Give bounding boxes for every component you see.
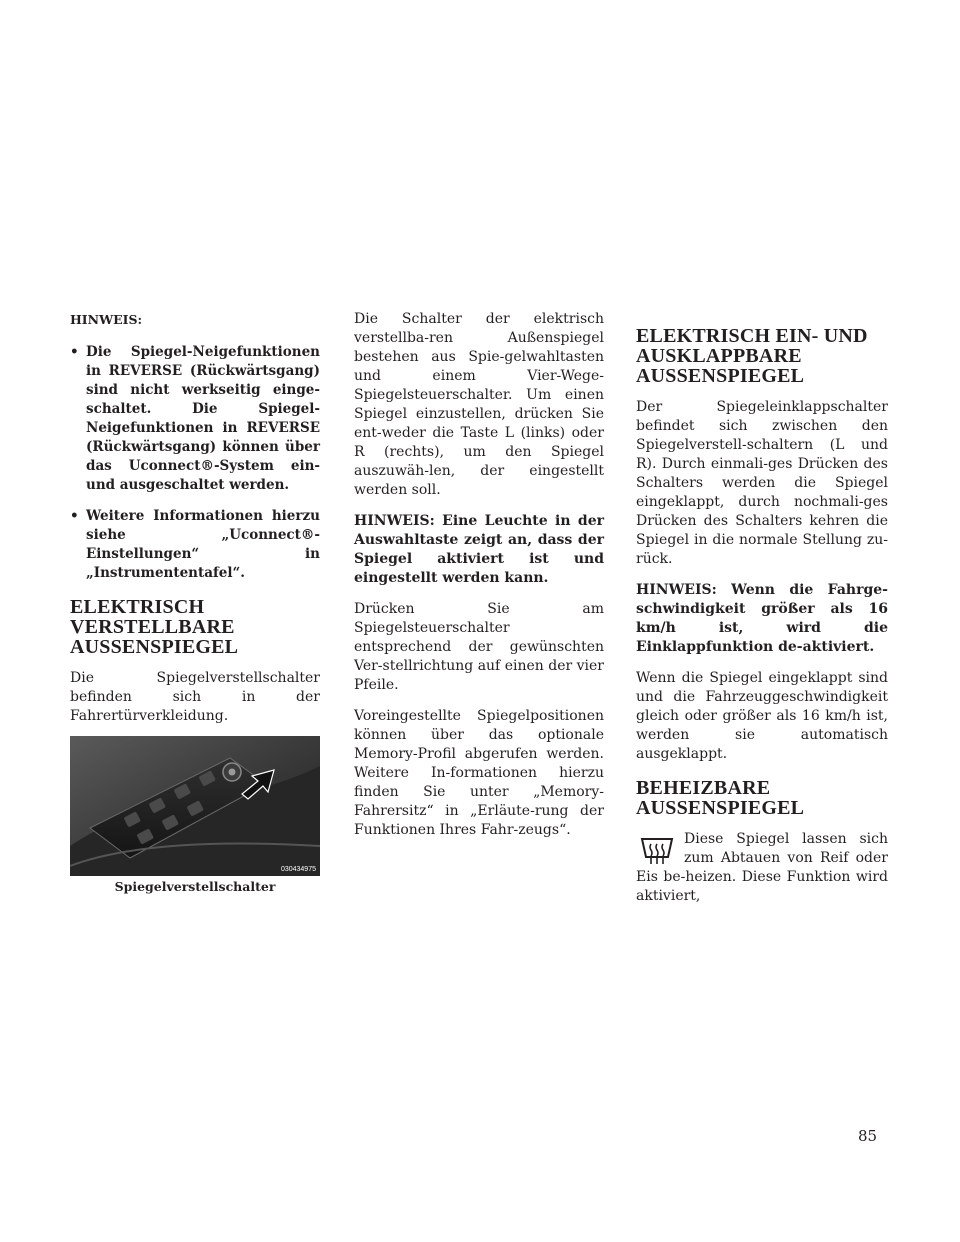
column-left <box>70 310 320 896</box>
note-bullet-list <box>70 343 320 583</box>
column-right <box>636 326 888 906</box>
paragraph: Drücken Sie am Spiegelsteuerschalter entsprechend der gewünschten Ver-stellrichtung auf einen der vier Pfeile. <box>354 601 604 693</box>
note-paragraph: HINWEIS: Eine Leuchte in der Auswahltaste zeigt an, dass der Spiegel aktiviert ist und eingestellt werden kann. <box>354 513 604 586</box>
note-paragraph: HINWEIS: Wenn die Fahrge-schwindigkeit größer als 16 km/h ist, wird die Einklappfunktion de-aktiviert. <box>636 582 888 655</box>
section-heading-heated-mirrors: BEHEIZBARE AUSSENSPIEGEL <box>636 777 805 819</box>
paragraph: Diese Spiegel lassen sich zum Abtauen von Reif oder Eis be-heizen. Diese Funktion wird aktiviert, <box>636 831 888 904</box>
section-heading-power-mirrors: ELEKTRISCH VERSTELLBARE AUSSENSPIEGEL <box>70 596 239 658</box>
paragraph: Der Spiegeleinklappschalter befindet sich zwischen den Spiegelverstell-schaltern (L und R). Durch einmali-ges Drücken des Schalters werden die Spiegel eingeklappt, durch nochmali-ges Drücken des Schalters kehren die Spiegel in die normale Stellung zu-rück. <box>636 399 888 567</box>
column-middle <box>354 310 604 840</box>
page-number: 85 <box>858 1127 878 1145</box>
heated-mirror-block <box>636 830 888 906</box>
note-label: HINWEIS: <box>70 312 143 327</box>
list-item: • Die Spiegel-Neigefunktionen in REVERSE (Rückwärtsgang) sind nicht werkseitig einge-schaltet. Die Spiegel-Neigefunktionen in REVERSE (Rückwärtsgang) können über das Uconnect®-System ein- und ausgeschaltet werden. <box>70 343 320 495</box>
paragraph: Die Schalter der elektrisch verstellba-ren Außenspiegel bestehen aus Spie-gelwahltasten und einem Vier-Wege-Spiegelsteuerschalter. Um einen Spiegel einzustellen, drücken Sie ent-weder die Taste L (links) oder R (rechts), um den Spiegel auszuwäh-len, der eingestellt werden soll. <box>354 311 604 498</box>
figure-code: 030434975 <box>280 866 316 873</box>
list-item: • Weitere Informationen hierzu siehe „Uconnect®-Einstellungen“ in „Instrumententafel“. <box>70 507 320 583</box>
paragraph: Voreingestellte Spiegelpositionen können über das optionale Memory-Profil abgerufen werden. Weitere In-formationen hierzu finden Sie unter „Memory-Fahrersitz“ in „Erläute-rung der Funktionen Ihres Fahr-zeugs“. <box>354 708 604 838</box>
section-heading-folding-mirrors: ELEKTRISCH EIN- UND AUSKLAPPBARE AUSSENSPIEGEL <box>636 325 868 387</box>
paragraph: Die Spiegelverstellschalter befinden sich in der Fahrertürverkleidung. <box>70 670 320 724</box>
paragraph: Wenn die Spiegel eingeklappt sind und die Fahrzeuggeschwindigkeit gleich oder größer als 16 km/h ist, werden sie automatisch ausgeklappt. <box>636 670 888 762</box>
mirror-switch-photo <box>70 736 320 876</box>
door-panel-illustration <box>70 736 320 876</box>
heated-mirror-icon <box>640 836 674 866</box>
figure-caption: Spiegelverstellschalter <box>114 879 276 894</box>
